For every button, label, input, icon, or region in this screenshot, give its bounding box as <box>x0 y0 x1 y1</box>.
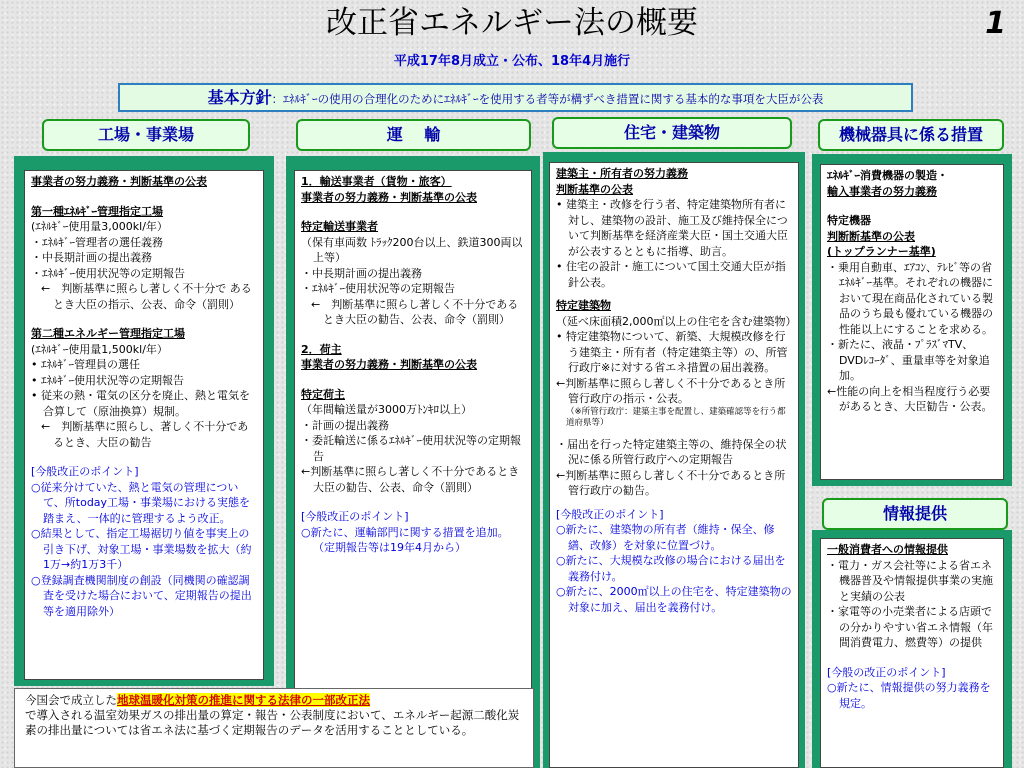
housing-line: ・届出を行った特定建築主等の、維持保全の状況に係る所管行政庁への定期報告 <box>556 437 787 466</box>
transport-line: ・ｴﾈﾙｷﾞｰ使用状況等の定期報告 <box>301 282 455 295</box>
transport-heading: 1．輸送事業者（貨物・旅客） <box>301 175 452 188</box>
machinery-line: 判断断基準の公表 <box>827 229 915 243</box>
transport-panel <box>294 170 532 768</box>
factory-line: • 従来の熱・電気の区分を廃止、熱と電気を合算して（原油換算）規制。 <box>31 389 250 418</box>
housing-line: • 建築主・改修を行う者、特定建築物所有者に対し、建築物の設計、施工及び維持保全について判断基準を経済産業大臣・国土交通大臣が公表するとともに指導、助言。 <box>556 198 788 258</box>
housing-heading: 特定建築物 <box>556 299 611 312</box>
housing-point: ○新たに、2000㎡以上の住宅を、特定建築物の対象に加え、届出を義務付け。 <box>556 585 792 614</box>
machinery-heading: 特定機器 <box>827 214 871 227</box>
factory-point: ○従来分けていた、熱と電気の管理について、所today工場・事業場における実態を踏まえ、一体的に管理するよう改正。 <box>31 480 251 525</box>
factory-line: ・ｴﾈﾙｷﾞｰ使用状況等の定期報告 <box>31 266 185 280</box>
transport-heading: 2．荷主 <box>301 342 342 356</box>
transport-line: ・計画の提出義務 <box>301 418 389 432</box>
machinery-panel-frame <box>812 154 1012 486</box>
factory-point: ○登録調査機関制度の創設（同機関の確認調査を受けた場合において、定期報告の提出等を適用除外） <box>31 573 252 618</box>
basic-policy-label: 基本方針 <box>207 88 272 107</box>
transport-point-heading: [今般改正のポイント] <box>301 510 409 523</box>
housing-panel <box>549 162 799 768</box>
info-point: ○新たに、情報提供の努力義務を規定。 <box>827 681 991 710</box>
transport-line: （年間輸送量が3000万ﾄﾝｷﾛ以上） <box>301 403 472 416</box>
basic-policy-banner <box>118 83 913 112</box>
machinery-panel <box>820 164 1004 480</box>
housing-point: ○新たに、大規模な改修の場合における届出を義務付け。 <box>556 554 786 583</box>
header-factory: 工場・事業場 <box>42 119 250 151</box>
transport-line: （保有車両数 ﾄﾗｯｸ200台以上、鉄道300両以上等） <box>301 235 523 264</box>
factory-heading: 第二種エネルギー管理指定工場 <box>31 327 185 340</box>
housing-point-heading: [今般改正のポイント] <box>556 507 664 521</box>
info-panel <box>820 538 1004 768</box>
housing-heading: 建築主・所有者の努力義務 <box>556 167 688 180</box>
header-machinery: 機械器具に係る措置 <box>818 119 1004 151</box>
info-line: ・家電等の小売業者による店頭での分かりやすい省エネ情報（年間消費電力、燃費等）の提供 <box>827 605 993 649</box>
page-title: 改正省エネルギー法の概要 <box>326 5 698 41</box>
header-transport: 運 輸 <box>296 119 531 151</box>
machinery-line: ・乗用自動車、ｴｱｺﾝ、ﾃﾚﾋﾞ等の省ｴﾈﾙｷﾞｰ基準。それぞれの機器において現在商品化されている製品のうち最も優れている機器の性能以上にすることを求める。 <box>827 260 993 336</box>
transport-line: ・中長期計画の提出義務 <box>301 266 422 280</box>
basic-policy-text: ：ｴﾈﾙｷﾞｰの使用の合理化のためにｴﾈﾙｷﾞｰを使用する者等が構ずべき措置に関する基本的な事項を大臣が公表 <box>271 92 824 106</box>
bottom-note-highlight: 地球温暖化対策の推進に関する法律の一部改正法 <box>117 693 370 707</box>
factory-line: ← 判断基準に照らし、著しく不十分であるとき、大臣の勧告 <box>41 420 249 449</box>
transport-line: ・委託輸送に係るｴﾈﾙｷﾞｰ使用状況等の定期報告 <box>301 434 521 463</box>
factory-line: ← 判断基準に照らし著しく不十分で あるとき大臣の指示、公表、命令（罰則） <box>41 282 252 311</box>
factory-line: (ｴﾈﾙｷﾞｰ使用量1,500kl/年） <box>31 342 168 356</box>
factory-line: • ｴﾈﾙｷﾞｰ使用状況等の定期報告 <box>31 373 184 387</box>
machinery-line: ←性能の向上を相当程度行う必要があるとき、大臣勧告・公表。 <box>827 384 993 413</box>
housing-line: （延べ床面積2,000㎡以上の住宅を含む建築物） <box>556 314 797 328</box>
info-point-heading: [今般の改正のポイント] <box>827 665 946 679</box>
page-number: 1 <box>985 6 1006 41</box>
housing-line: ←判断基準に照らし著しく不十分であるとき所管行政庁の勧告。 <box>556 468 786 497</box>
factory-line: ・中長期計画の提出義務 <box>31 251 152 264</box>
bottom-note <box>14 688 534 768</box>
transport-heading: 特定荷主 <box>301 387 345 401</box>
machinery-line: (トップランナー基準) <box>827 245 936 258</box>
page-subtitle: 平成17年8月成立・公布、18年4月施行 <box>393 54 631 69</box>
bottom-note-prefix: 今国会で成立した <box>25 693 117 707</box>
transport-line: ←判断基準に照らし著しく不十分であるとき大臣の勧告、公表、命令（罰則） <box>301 465 520 494</box>
factory-line: • ｴﾈﾙｷﾞｰ管理員の選任 <box>31 358 140 371</box>
factory-point: ○結果として、指定工場裾切り値を事実上の引き下げ、対象工場・事業場数を拡大（約1万→約1万3千） <box>31 527 252 571</box>
transport-line: ← 判断基準に照らし著しく不十分であるとき大臣の勧告、公表、命令（罰則） <box>311 297 519 326</box>
factory-panel-frame <box>14 156 274 686</box>
machinery-line: ・新たに、液晶・ﾌﾟﾗｽﾞﾏTV、DVDﾚｺｰﾀﾞ、重量車等を対象追加。 <box>827 338 990 382</box>
factory-heading: 第一種ｴﾈﾙｷﾞｰ管理指定工場 <box>31 204 163 218</box>
info-panel-frame <box>812 530 1012 768</box>
housing-note: （※所管行政庁：建築主事を配置し、建築確認等を行う都道府県等） <box>566 406 786 428</box>
housing-line: • 住宅の設計・施工について国土交通大臣が指針公表。 <box>556 260 786 289</box>
transport-line: 事業者の努力義務・判断基準の公表 <box>301 190 477 204</box>
transport-heading: 特定輸送事業者 <box>301 220 378 233</box>
housing-panel-frame <box>543 152 805 768</box>
factory-line: (ｴﾈﾙｷﾞｰ使用量3,000kl/年） <box>31 220 168 233</box>
factory-point-heading: [今般改正のポイント] <box>31 465 139 478</box>
machinery-line: 輸入事業者の努力義務 <box>827 184 937 198</box>
info-line: ・電力・ガス会社等による省エネ機器普及や情報提供事業の実施と実績の公表 <box>827 558 993 603</box>
transport-line: 事業者の努力義務・判断基準の公表 <box>301 358 477 371</box>
header-info: 情報提供 <box>822 498 1008 530</box>
header-housing: 住宅・建築物 <box>552 117 792 149</box>
factory-line: ・ｴﾈﾙｷﾞｰ管理者の選任義務 <box>31 235 163 249</box>
transport-point: ○新たに、運輸部門に関する措置を追加。（定期報告等は19年4月から） <box>301 525 509 554</box>
factory-line: 事業者の努力義務・判断基準の公表 <box>31 175 207 188</box>
housing-line: ←判断基準に照らし著しく不十分であるとき所管行政庁の指示・公表。 <box>556 376 786 405</box>
bottom-note-text: で導入される温室効果ガスの排出量の算定・報告・公表制度において、エネルギー起源二酸化炭素の排出量については省エネ法に基づく定期報告のデータを活用することとしている。 <box>25 708 520 737</box>
info-heading: 一般消費者への情報提供 <box>827 543 948 556</box>
housing-line: • 特定建築物について、新築、大規模改修を行う建築主・所有者（特定建築主等）の、所管行政庁※に対する省エネ措置の届出義務。 <box>556 330 788 374</box>
factory-panel <box>24 170 264 680</box>
transport-panel-frame <box>286 156 540 768</box>
housing-point: ○新たに、建築物の所有者（維持・保全、修繕、改修）を対象に位置づけ。 <box>556 523 775 552</box>
machinery-heading: ｴﾈﾙｷﾞｰ消費機器の製造・ <box>827 169 948 182</box>
housing-line: 判断基準の公表 <box>556 182 633 196</box>
